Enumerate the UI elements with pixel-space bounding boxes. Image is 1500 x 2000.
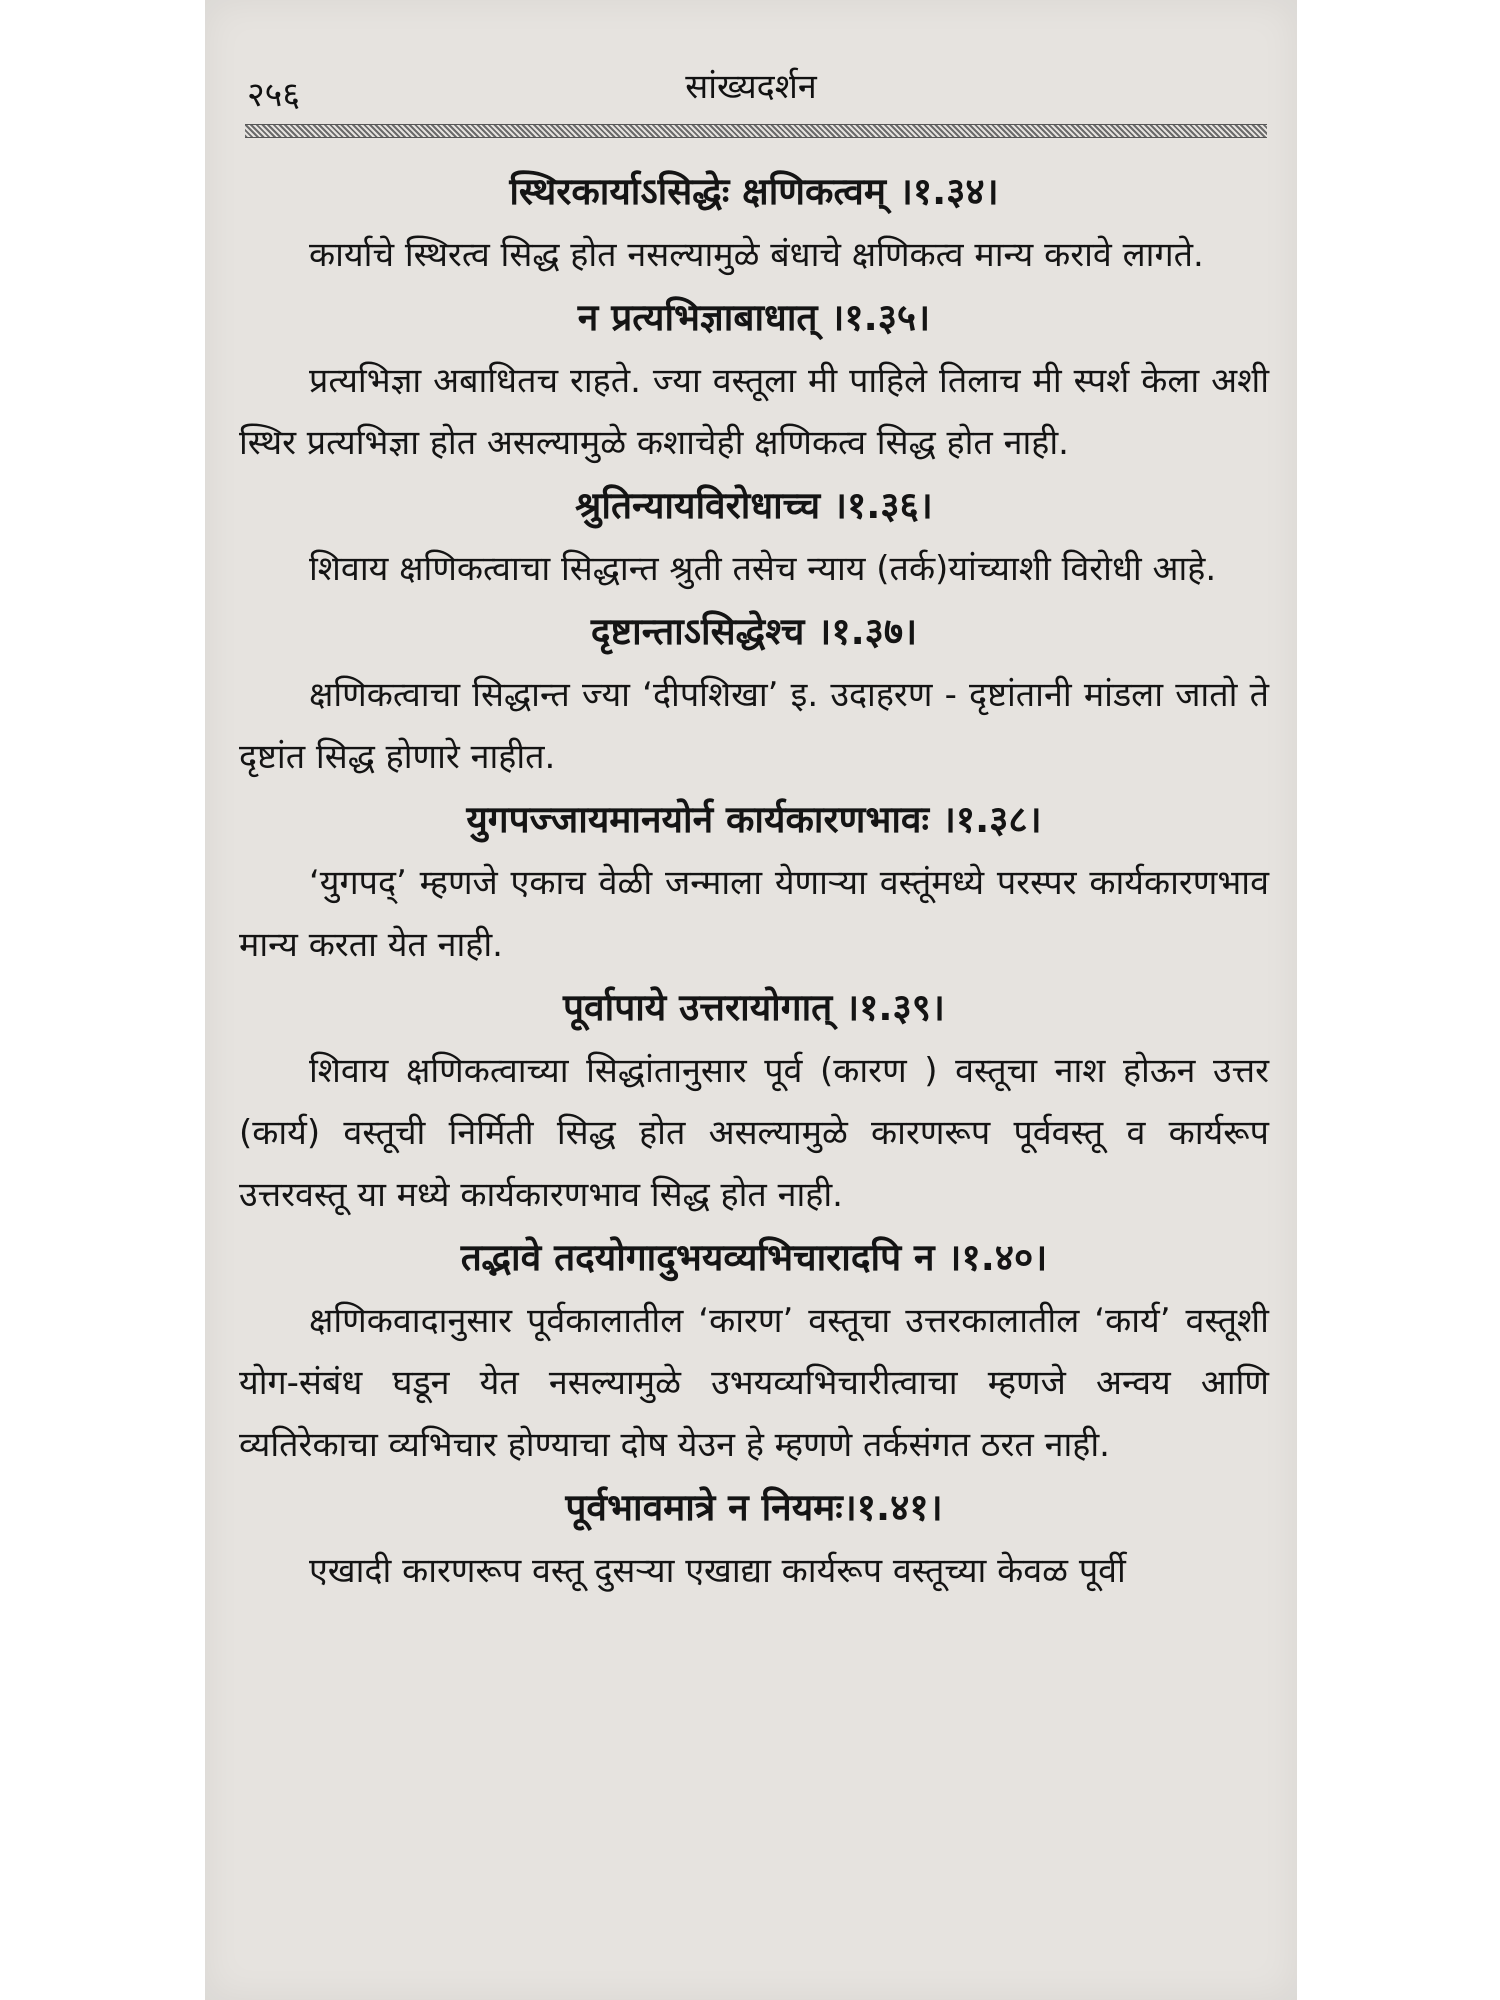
book-page bbox=[205, 0, 1297, 2000]
header-rule bbox=[245, 124, 1267, 138]
commentary-paragraph: ‘युगपद्’ म्हणजे एकाच वेळी जन्माला येणाऱ्या वस्तूंमध्ये परस्पर कार्यकारणभाव मान्य करता येत नाही. bbox=[239, 863, 1269, 965]
commentary-paragraph: शिवाय क्षणिकत्वाच्या सिद्धांतानुसार पूर्व (कारण ) वस्तूचा नाश होऊन उत्तर (कार्य) वस्तूची निर्मिती सिद्ध होत असल्यामुळे कारणरूप पूर्ववस्तू व कार्यरूप उत्तरवस्तू या मध्ये कार्यकारणभाव सिद्ध होत नाही. bbox=[239, 1051, 1269, 1215]
commentary-paragraph: प्रत्यभिज्ञा अबाधितच राहते. ज्या वस्तूला मी पाहिले तिलाच मी स्पर्श केला अशी स्थिर प्रत्यभिज्ञा होत असल्यामुळे कशाचेही क्षणिकत्व सिद्ध होत नाही. bbox=[239, 361, 1269, 463]
sutra-heading: स्थिरकार्याऽसिद्धेः क्षणिकत्वम् ।१.३४। bbox=[509, 170, 999, 213]
sutra-heading: पूर्वापाये उत्तरायोगात् ।१.३९। bbox=[563, 986, 945, 1029]
page-number: २५६ bbox=[247, 75, 301, 115]
sutra-heading: युगपज्जायमानयोर्न कार्यकारणभावः ।१.३८। bbox=[466, 798, 1042, 841]
sutra-heading: तद्भावे तदयोगादुभयव्यभिचारादपि न ।१.४०। bbox=[460, 1236, 1048, 1279]
commentary-paragraph: शिवाय क्षणिकत्वाचा सिद्धान्त श्रुती तसेच न्याय (तर्क)यांच्याशी विरोधी आहे. bbox=[309, 549, 1217, 589]
commentary-paragraph: क्षणिकत्वाचा सिद्धान्त ज्या ‘दीपशिखा’ इ. उदाहरण - दृष्टांतानी मांडला जातो ते दृष्टांत सिद्ध होणारे नाहीत. bbox=[239, 675, 1269, 777]
sutra-heading: श्रुतिन्यायविरोधाच्च ।१.३६। bbox=[575, 484, 933, 527]
sutra-heading: पूर्वभावमात्रे न नियमः।१.४१। bbox=[565, 1486, 943, 1529]
sutra-heading: दृष्टान्ताऽसिद्धेश्च ।१.३७। bbox=[590, 610, 918, 653]
commentary-paragraph: क्षणिकवादानुसार पूर्वकालातील ‘कारण’ वस्तूचा उत्तरकालातील ‘कार्य’ वस्तूशी योग-संबंध घडून येत नसल्यामुळे उभयव्यभिचारीत्वाचा म्हणजे अन्वय आणि व्यतिरेकाचा व्यभिचार होण्याचा दोष येउन हे म्हणणे तर्कसंगत ठरत नाही. bbox=[239, 1301, 1269, 1465]
sutra-heading: न प्रत्यभिज्ञाबाधात् ।१.३५। bbox=[577, 296, 931, 339]
running-title: सांख्यदर्शन bbox=[685, 67, 817, 107]
page-content bbox=[239, 160, 1269, 1602]
commentary-paragraph: एखादी कारणरूप वस्तू दुसऱ्या एखाद्या कार्यरूप वस्तूच्या केवळ पूर्वी bbox=[309, 1551, 1126, 1591]
commentary-paragraph: कार्याचे स्थिरत्व सिद्ध होत नसल्यामुळे बंधाचे क्षणिकत्व मान्य करावे लागते. bbox=[309, 235, 1204, 275]
